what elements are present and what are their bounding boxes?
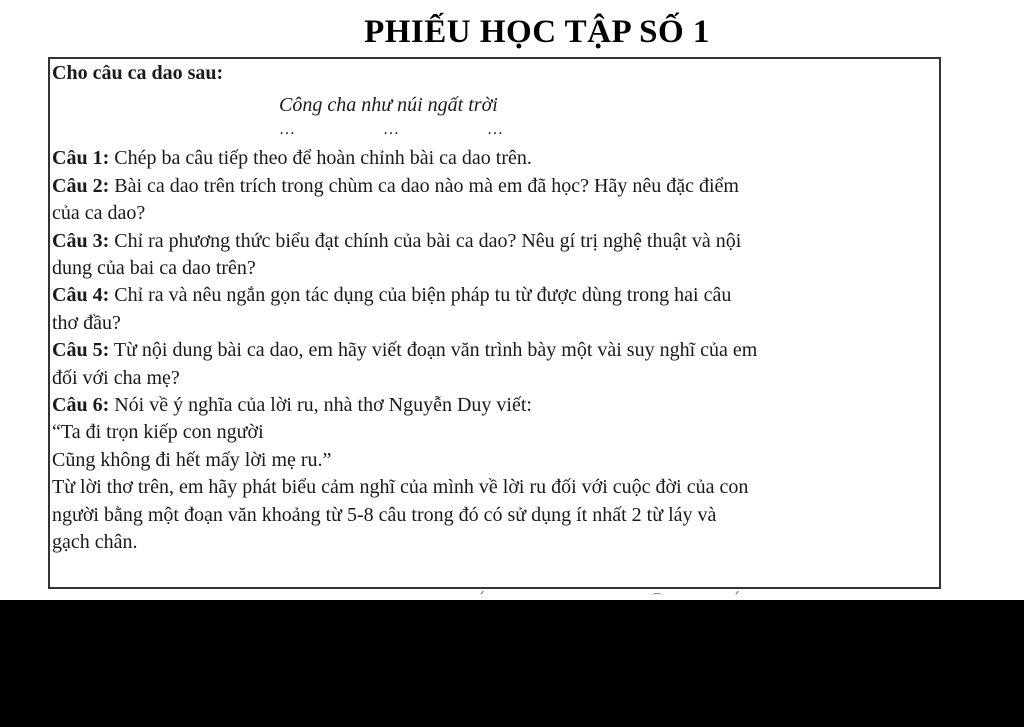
question-text: Chỉ ra phương thức biểu đạt chính của bài ca dao? Nêu gí trị nghệ thuật và nội: [114, 229, 742, 252]
ellipsis-placeholders: [52, 123, 940, 145]
question-2: [52, 173, 940, 200]
question-text: Chép ba câu tiếp theo để hoàn chỉnh bài ca dao trên.: [114, 147, 532, 170]
cut-off-mark: ᐟ: [735, 590, 740, 600]
question-1: [52, 145, 940, 172]
question-5: [52, 337, 940, 364]
question-3: [52, 228, 940, 255]
cut-off-mark: ᐟ: [480, 590, 485, 600]
question-label: Câu 2:: [52, 174, 110, 197]
question-label: Câu 5:: [52, 339, 110, 362]
question-label: Câu 1:: [52, 147, 110, 170]
poem-line: Công cha như núi ngất trời: [279, 94, 498, 117]
cut-off-mark: ⌒: [652, 594, 662, 600]
black-letterbox-band: [0, 600, 1024, 727]
question-text: Bài ca dao trên trích trong chùm ca dao nào mà em đã học? Hãy nêu đặc điểm: [114, 174, 739, 197]
question-text: Chỉ ra và nêu ngắn gọn tác dụng của biện pháp tu từ được dùng trong hai câu: [114, 284, 732, 307]
question-2-continued: của ca dao?: [52, 202, 146, 225]
question-text: Nói về ý nghĩa của lời ru, nhà thơ Nguyễn Duy viết:: [114, 394, 532, 417]
question-label: Câu 3:: [52, 229, 110, 252]
question-text: Từ nội dung bài ca dao, em hãy viết đoạn văn trình bày một vài suy nghĩ của em: [113, 339, 758, 362]
question-5-continued: đối với cha mẹ?: [52, 366, 180, 389]
ellipsis-2: …: [383, 121, 401, 139]
worksheet-content: [52, 60, 940, 557]
intro-text: Cho câu ca dao sau:: [52, 62, 224, 84]
question-4: [52, 282, 940, 309]
worksheet-title: PHIẾU HỌC TẬP SỐ 1: [364, 14, 710, 50]
quote-line-2: Cũng không đi hết mấy lời mẹ ru.”: [52, 448, 332, 471]
question-6: [52, 392, 940, 419]
question-label: Câu 6:: [52, 394, 110, 417]
quote-line-1: “Ta đi trọn kiếp con người: [52, 421, 264, 444]
task-line-3: gạch chân.: [52, 531, 138, 554]
ellipsis-1: …: [279, 121, 297, 139]
ellipsis-3: …: [487, 121, 505, 139]
question-3-continued: dung của bai ca dao trên?: [52, 257, 256, 280]
task-line-1: Từ lời thơ trên, em hãy phát biểu cảm nghĩ của mình về lời ru đối với cuộc đời của con: [52, 476, 749, 499]
question-label: Câu 4:: [52, 284, 110, 307]
question-4-continued: thơ đầu?: [52, 311, 121, 334]
task-line-2: người bằng một đoạn văn khoảng từ 5-8 câu trong đó có sử dụng ít nhất 2 từ láy và: [52, 503, 717, 526]
